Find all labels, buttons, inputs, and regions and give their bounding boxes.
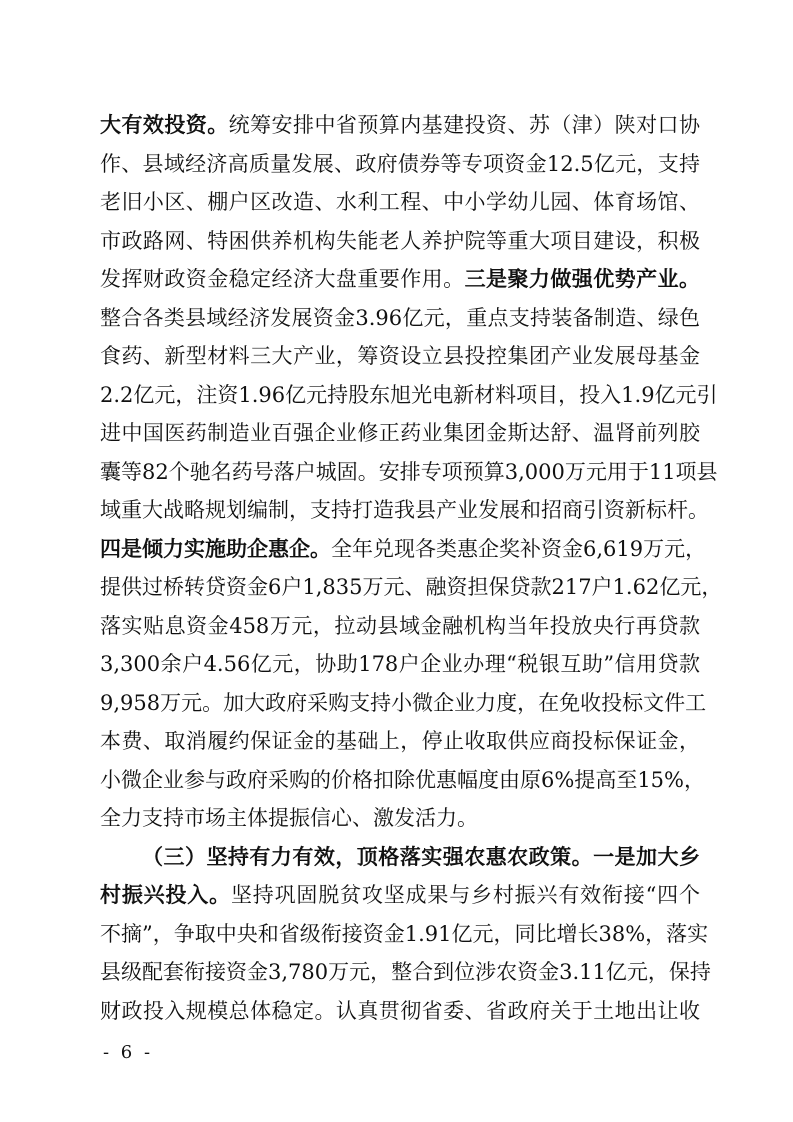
text-segment: 提供过桥转贷资金6户1,835万元、融资担保贷款217户1.62亿元， bbox=[100, 575, 723, 599]
text-segment: 本费、取消履约保证金的基础上，停止收取供应商投标保证金， bbox=[100, 729, 700, 753]
text-line bbox=[100, 337, 700, 376]
text-line bbox=[100, 260, 700, 299]
text-line bbox=[100, 106, 700, 145]
text-segment: 不摘”，争取中央和省级衔接资金1.91亿元，同比增长38%，落实 bbox=[100, 921, 709, 946]
page-number: - 6 - bbox=[103, 1042, 154, 1063]
text-segment: 市政路网、特困供养机构失能老人养护院等重大项目建设，积极 bbox=[100, 228, 700, 253]
text-segment: 小微企业参与政府采购的价格扣除优惠幅度由原6%提高至15%， bbox=[100, 767, 705, 792]
bold-text-segment: 三是聚力做强优势产业。 bbox=[464, 266, 701, 291]
text-segment: 发挥财政资金稳定经济大盘重要作用。 bbox=[100, 267, 465, 291]
text-line bbox=[100, 953, 711, 992]
text-segment: 统筹安排中省预算内基建投资、苏（津）陕对口协 bbox=[228, 113, 701, 137]
text-segment: 全力支持市场主体提振信心、激发活力。 bbox=[100, 806, 478, 830]
text-segment: 作、县域经济高质量发展、政府债券等专项资金12.5亿元，支持 bbox=[100, 151, 700, 176]
text-segment: 整合各类县域经济发展资金3.96亿元，重点支持装备制造、绿色 bbox=[100, 305, 700, 330]
text-segment: 财政投入规模总体稳定。认真贯彻省委、省政府关于土地出让收 bbox=[100, 998, 700, 1023]
text-line bbox=[100, 376, 718, 415]
text-segment: 食药、新型材料三大产业，筹资设立县投控集团产业发展母基金 bbox=[100, 344, 700, 368]
text-line bbox=[100, 183, 700, 222]
text-line bbox=[100, 684, 707, 723]
text-segment: 3,300余户4.56亿元，协助178户企业办理“税银互助”信用贷款 bbox=[100, 652, 700, 676]
text-line bbox=[100, 992, 700, 1031]
text-line bbox=[100, 222, 700, 261]
text-line bbox=[100, 453, 718, 492]
text-line bbox=[100, 645, 700, 684]
text-segment: 2.2亿元，注资1.96亿元持股东旭光电新材料项目，投入1.9亿元引 bbox=[100, 382, 718, 407]
text-line bbox=[100, 761, 705, 800]
text-line bbox=[100, 299, 700, 338]
bold-text-segment: 村振兴投入。 bbox=[100, 882, 231, 907]
text-segment: 县级配套衔接资金3,780万元，整合到位涉农资金3.11亿元，保持 bbox=[100, 960, 711, 984]
bold-text-segment: （三）坚持有力有效，顶格落实强农惠农政策。 bbox=[142, 843, 594, 869]
text-line bbox=[100, 530, 707, 569]
text-segment: 域重大战略规划编制，支持打造我县产业发展和招商引资新标杆。 bbox=[100, 498, 709, 522]
text-segment: 坚持巩固脱贫攻坚成果与乡村振兴有效衔接“四个 bbox=[230, 883, 701, 907]
text-segment: 进中国医药制造业百强企业修正药业集团金斯达舒、温肾前列胶 bbox=[100, 421, 700, 445]
text-line bbox=[100, 607, 700, 646]
text-line bbox=[100, 568, 723, 607]
text-line bbox=[100, 145, 700, 184]
text-line bbox=[100, 876, 700, 915]
text-segment: 全年兑现各类惠企奖补资金6,619万元， bbox=[331, 536, 707, 561]
text-line bbox=[100, 915, 709, 954]
bold-text-segment: 一是加大乡 bbox=[593, 843, 700, 869]
text-line bbox=[100, 799, 700, 838]
text-segment: 落实贴息资金458万元，拉动县域金融机构当年投放央行再贷款 bbox=[100, 613, 700, 638]
text-line bbox=[100, 491, 709, 530]
bold-text-segment: 大有效投资。 bbox=[100, 112, 229, 137]
text-segment: 9,958万元。加大政府采购支持小微企业力度，在免收投标文件工 bbox=[100, 690, 707, 715]
text-segment: 老旧小区、棚户区改造、水利工程、中小学幼儿园、体育场馆、 bbox=[100, 190, 700, 214]
body-text bbox=[100, 106, 723, 1030]
text-segment: 囊等82个驰名药号落户城固。安排专项预算3,000万元用于11项县 bbox=[100, 459, 718, 484]
bold-text-segment: 四是倾力实施助企惠企。 bbox=[100, 535, 331, 561]
text-line bbox=[100, 838, 700, 877]
text-line bbox=[100, 414, 700, 453]
text-line bbox=[100, 722, 700, 761]
